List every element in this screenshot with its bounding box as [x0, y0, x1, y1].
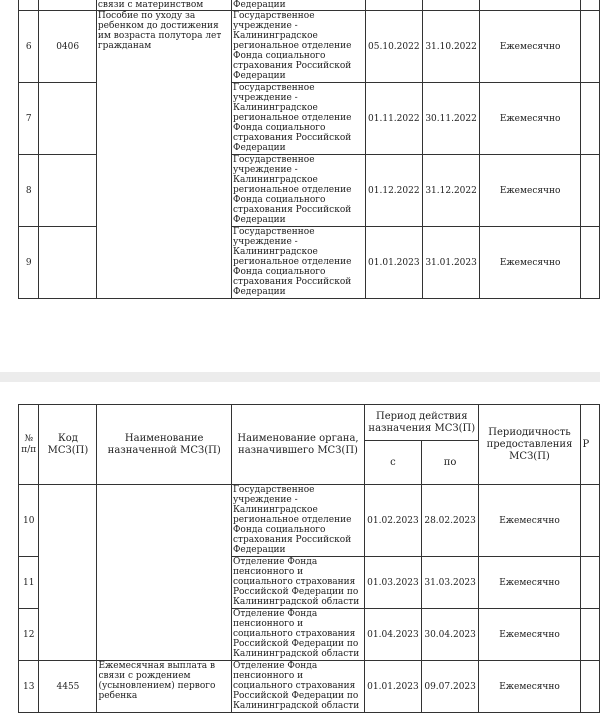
row-code [39, 485, 97, 661]
row-date-from: 01.01.2023 [365, 227, 422, 299]
row-authority: Федерации [232, 0, 366, 11]
header-period-group: Период действия назначения МСЗ(П) [365, 405, 479, 441]
row-date-to: 09.07.2023 [421, 661, 479, 713]
row-code [39, 83, 97, 155]
row-benefit-name: связи с материнством [96, 0, 231, 11]
row-date-from: 01.11.2022 [365, 83, 422, 155]
row-cut-cell [580, 557, 599, 609]
header-cut-column: Р [580, 405, 599, 485]
row-date-from: 05.10.2022 [365, 11, 422, 83]
row-periodicity: Ежемесячно [480, 11, 580, 83]
table-row [19, 485, 600, 557]
row-date-to: 31.12.2022 [422, 155, 480, 227]
table-row [19, 0, 600, 11]
row-cut-cell [580, 83, 599, 155]
header-benefit-name: Наименование назначенной МСЗ(П) [97, 405, 232, 485]
row-number: 10 [19, 485, 39, 557]
row-cut-cell [580, 0, 599, 11]
row-periodicity: Ежемесячно [479, 661, 580, 713]
table-row [19, 11, 600, 83]
row-periodicity: Ежемесячно [479, 609, 580, 661]
row-code [39, 155, 97, 227]
row-periodicity [480, 0, 580, 11]
row-date-to: 28.02.2023 [421, 485, 479, 557]
row-periodicity: Ежемесячно [479, 485, 580, 557]
row-date-to [422, 0, 480, 11]
table-row [19, 661, 600, 713]
row-number: 8 [19, 155, 39, 227]
page-separator [0, 372, 600, 382]
row-authority: Отделение Фонда пенсионного и социального страхования Российской Федерации по Калининградской области [231, 661, 364, 713]
header-authority: Наименование органа, назначившего МСЗ(П) [231, 405, 364, 485]
row-number: 6 [19, 11, 39, 83]
row-code: 4455 [39, 661, 97, 713]
row-date-to: 31.10.2022 [422, 11, 480, 83]
row-authority: Отделение Фонда пенсионного и социального страхования Российской Федерации по Калининградской области [231, 609, 364, 661]
row-benefit-name: Ежемесячная выплата в связи с рождением (усыновлением) первого ребенка [97, 661, 232, 713]
row-code [39, 0, 97, 11]
row-periodicity: Ежемесячно [479, 557, 580, 609]
row-authority: Государственное учреждение - Калининградское региональное отделение Фонда социального страхования Российской Федерации [231, 485, 364, 557]
row-date-to: 31.01.2023 [422, 227, 480, 299]
row-date-to: 31.03.2023 [421, 557, 479, 609]
row-periodicity: Ежемесячно [480, 227, 580, 299]
row-cut-cell [580, 485, 599, 557]
document-page-2 [0, 382, 600, 714]
row-cut-cell [580, 227, 599, 299]
row-number [19, 0, 39, 11]
row-date-to: 30.11.2022 [422, 83, 480, 155]
header-date-from: с [365, 441, 422, 485]
row-cut-cell [580, 661, 599, 713]
row-number: 13 [19, 661, 39, 713]
row-number: 12 [19, 609, 39, 661]
row-cut-cell [580, 155, 599, 227]
row-periodicity: Ежемесячно [480, 83, 580, 155]
row-code [39, 227, 97, 299]
row-authority: Отделение Фонда пенсионного и социального страхования Российской Федерации по Калининградской области [231, 557, 364, 609]
row-benefit-name [97, 485, 232, 661]
row-date-from: 01.01.2023 [365, 661, 422, 713]
row-cut-cell [580, 609, 599, 661]
row-date-from: 01.12.2022 [365, 155, 422, 227]
row-date-to: 30.04.2023 [421, 609, 479, 661]
row-authority: Государственное учреждение - Калининградское региональное отделение Фонда социального страхования Российской Федерации [232, 227, 366, 299]
row-date-from [365, 0, 422, 11]
row-benefit-name: Пособие по уходу за ребенком до достижения им возраста полутора лет гражданам [96, 11, 231, 299]
row-date-from: 01.02.2023 [365, 485, 422, 557]
row-authority: Государственное учреждение - Калининградское региональное отделение Фонда социального страхования Российской Федерации [232, 155, 366, 227]
row-authority: Государственное учреждение - Калининградское региональное отделение Фонда социального страхования Российской Федерации [232, 11, 366, 83]
row-number: 11 [19, 557, 39, 609]
benefits-table-continued [18, 0, 600, 299]
row-authority: Государственное учреждение - Калининградское региональное отделение Фонда социального страхования Российской Федерации [232, 83, 366, 155]
row-date-from: 01.03.2023 [365, 557, 422, 609]
row-number: 9 [19, 227, 39, 299]
row-cut-cell [580, 11, 599, 83]
row-number: 7 [19, 83, 39, 155]
header-number: № п/п [19, 405, 39, 485]
row-code: 0406 [39, 11, 97, 83]
benefits-table [18, 404, 600, 713]
header-date-to: по [421, 441, 479, 485]
header-periodicity: Периодичность предоставления МСЗ(П) [479, 405, 580, 485]
row-date-from: 01.04.2023 [365, 609, 422, 661]
header-row [19, 405, 600, 441]
header-code: Код МСЗ(П) [39, 405, 97, 485]
row-periodicity: Ежемесячно [480, 155, 580, 227]
